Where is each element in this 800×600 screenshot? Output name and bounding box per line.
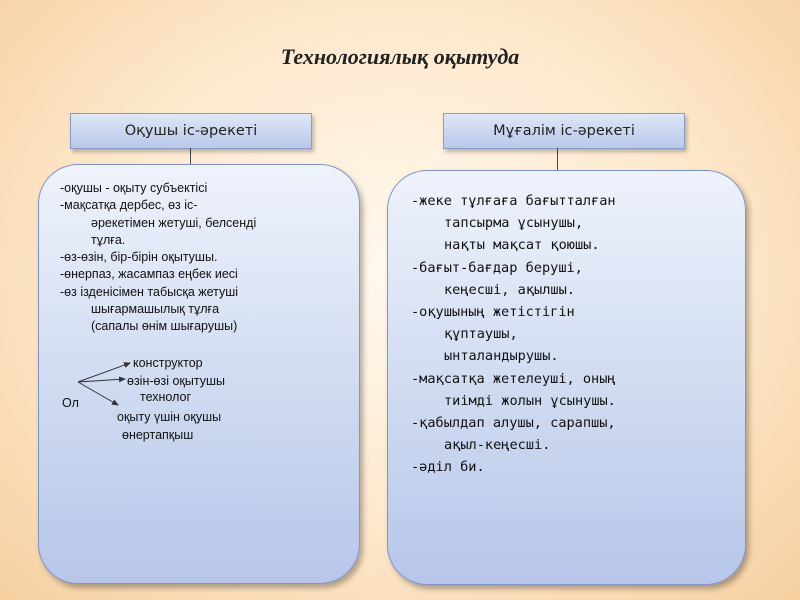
student-activity-line: -оқушы - оқыту субъектісі xyxy=(60,181,208,195)
teacher-activity-header: Мұғалім іс-әрекеті xyxy=(443,113,685,149)
student-activity-line: шығармашылық тұлға xyxy=(91,302,220,317)
tree-branch-label: технолог xyxy=(140,390,192,404)
student-activity-line: -өнерпаз, жасампаз еңбек иесі xyxy=(60,267,238,282)
student-activity-line: тұлға. xyxy=(91,232,126,247)
tree-branch-label: өзін-өзі оқытушы xyxy=(127,374,225,388)
teacher-activity-line: тиімді жолын ұсынушы. xyxy=(444,392,616,409)
teacher-activity-line: нақты мақсат қоюшы. xyxy=(444,237,600,254)
teacher-activity-line: -мақсатқа жетелеуші, оның xyxy=(411,370,616,387)
slide-title: Технологиялық оқытуда xyxy=(280,44,520,69)
student-activity-line: әрекетімен жетуші, белсенді xyxy=(91,215,257,230)
teacher-activity-line: -оқушының жетістігін xyxy=(411,304,575,321)
teacher-activity-line: -бағыт-бағдар беруші, xyxy=(411,259,583,276)
teacher-activity-line: ақыл-кеңесші. xyxy=(444,437,551,454)
tree-root-label: Ол xyxy=(62,396,79,410)
teacher-activity-line: -жеке тұлғаға бағытталған xyxy=(411,193,616,209)
teacher-activity-line: -қабылдап алушы, сарапшы, xyxy=(411,415,616,432)
student-activity-line: -мақсатқа дербес, өз іс- xyxy=(60,198,198,213)
student-activity-line: -өз ізденісімен табысқа жетуші xyxy=(60,284,239,299)
tree-arrow-3 xyxy=(78,382,118,405)
tree-branch-label: оқыту үшін оқушы xyxy=(117,410,222,424)
student-activity-header: Оқушы іс-әрекеті xyxy=(70,113,312,149)
teacher-activity-line: кеңесші, ақылшы. xyxy=(444,281,575,298)
teacher-activity-line: құптаушы, xyxy=(444,326,518,343)
student-activity-line: -өз-өзін, бір-бірін оқытушы. xyxy=(60,250,218,265)
teacher-activity-line: ынталандырушы. xyxy=(444,348,559,365)
student-activity-line: (сапалы өнім шығарушы) xyxy=(91,319,238,334)
tree-branch-label: өнертапқыш xyxy=(122,428,194,442)
teacher-activity-line: тапсырма ұсынушы, xyxy=(444,215,584,232)
tree-branch-label: конструктор xyxy=(133,356,203,370)
teacher-activity-line: -әділ би. xyxy=(411,459,485,476)
